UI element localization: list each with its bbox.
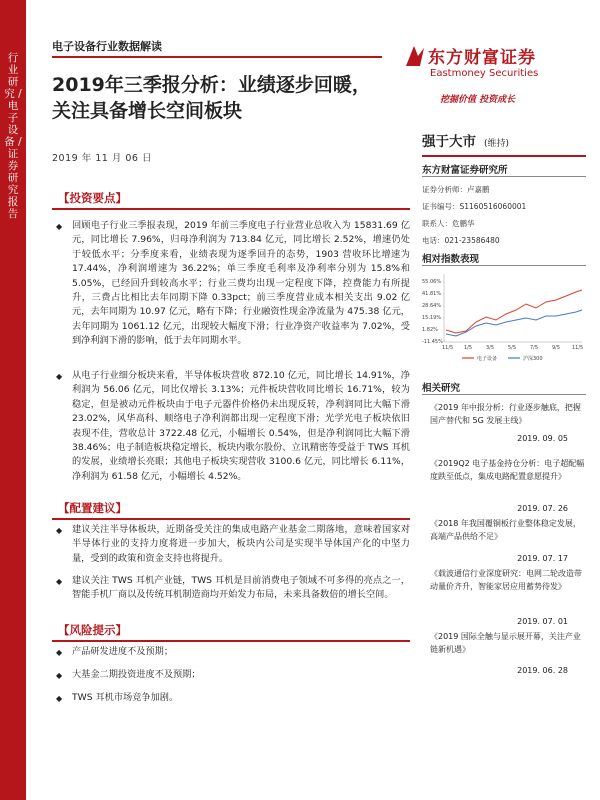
header-rule <box>52 56 382 58</box>
report-category: 电子设备行业数据解读 <box>52 40 162 53</box>
legend-sector: 电子设备 <box>477 356 498 362</box>
logo-slogan: 挖掘价值 投资成长 <box>440 95 516 105</box>
risk-point: 产品研发进度不及预期； <box>72 646 174 657</box>
related-item[interactable]: 《2018 年我国覆铜板行业整体稳定发展，高端产品供给不足》 <box>430 519 581 541</box>
section-risk-heading: 【风险提示】 <box>58 623 127 637</box>
report-date: 2019 年 11 月 06 日 <box>52 153 152 164</box>
related-item[interactable]: 《2019Q2 电子基金持仓分析：电子超配幅度跌至低点，集成电路配置意愿提升》 <box>430 459 585 481</box>
section-config-rule <box>52 518 410 520</box>
x-tick: 1/5 <box>464 345 473 351</box>
bullet-icon: ◆ <box>56 222 63 231</box>
side-strip <box>0 0 26 800</box>
config-point: 建议关注半导体板块，近期备受关注的集成电路产业基金二期落地，意味着国家对半导体行业的支持力度将进一步加大，板块内公司是实现半导体国产化的中坚力量，受到的政策和资金支持也将提升。 <box>72 524 410 564</box>
section-config-heading: 【配置建议】 <box>58 501 127 515</box>
config-point: 建议关注 TWS 耳机产业链，TWS 耳机是目前消费电子领域不可多得的亮点之一，智能手机厂商以及传统耳机制造商均开始发力布局，未来具备数倍的增长空间。 <box>72 575 410 601</box>
y-tick: 55.06% <box>422 279 442 285</box>
phone: 电话：021-23586480 <box>422 236 500 245</box>
y-tick: 15.19% <box>422 315 442 321</box>
legend-index: 沪深300 <box>523 356 543 362</box>
bullet-icon: ◆ <box>56 671 63 680</box>
related-date: 2019. 07. 17 <box>517 554 568 563</box>
cert-number: 证书编号：S1160516060001 <box>422 202 527 211</box>
related-date: 2019. 07. 26 <box>517 504 568 513</box>
invest-point: 回顾电子行业三季报表现，2019 年前三季度电子行业营业总收入为 15831.69 亿元，同比增长 7.96%，归母净利润为 713.84 亿元，同比增长 2.52%，增速仍处于较低水平；分季度来看，业绩表现为逐季回升的态势，1903 营收环比增速为 17.44%，净利润增速为 36.22%；单三季度毛利率及净利率分别为 15.8%和 5.05%，已经回升到较高水平；行业三费均出现一定程度下降，控费能力有所提升，三费占比相比去年同期下降 0.33pct；前三季度营业成本相关支出 9.02 亿元，去年同期为 10.97 亿元，略有下降；行业融资性现金净流量为 475.38 亿元，去年同期为 1061.12 亿元，出现较大幅度下滑；行业净资产收益率为 7.02%，受到净利润下滑的影响，低于去年同期水平。 <box>72 220 410 347</box>
y-tick: 28.64% <box>422 303 442 309</box>
x-tick: 3/5 <box>486 345 495 351</box>
related-rule <box>422 394 586 395</box>
rating-block <box>422 130 586 150</box>
y-tick: 41.81% <box>422 291 442 297</box>
eastmoney-logo-icon <box>404 44 426 68</box>
report-title: 2019年三季报分析：业绩逐步回暖，关注具备增长空间板块 <box>52 74 371 122</box>
rating-note: (维持) <box>484 139 510 149</box>
bullet-icon: ◆ <box>56 577 63 586</box>
side-strip-text: 行业研究 / 电子设备 / 证券研究报告 <box>4 52 22 220</box>
institute-name: 东方财富证券研究所 <box>422 165 508 176</box>
related-item[interactable]: 《载波通信行业深度研究：电网二轮改造带动量价齐升，智能家居应用蓄势待发》 <box>430 569 582 591</box>
rating-label: 强于大市 <box>422 134 476 150</box>
rating-rule <box>422 155 586 157</box>
y-tick: -11.45% <box>422 339 443 345</box>
x-tick: 5/5 <box>508 345 517 351</box>
risk-point: TWS 耳机市场竞争加剧。 <box>72 692 179 703</box>
x-tick: 9/5 <box>552 345 561 351</box>
related-date: 2019. 06. 28 <box>517 666 568 675</box>
bullet-icon: ◆ <box>56 526 63 535</box>
related-item[interactable]: 《2019 国际全触与显示展开幕，关注产业链新机遇》 <box>430 632 581 654</box>
section-risk-rule <box>52 640 410 642</box>
related-date: 2019. 09. 05 <box>517 434 568 443</box>
contact-person: 联系人：危鹏华 <box>422 219 475 228</box>
x-tick: 11/5 <box>442 345 454 351</box>
related-date: 2019. 07. 01 <box>517 617 568 626</box>
bullet-icon: ◆ <box>56 372 63 381</box>
section-invest-heading: 【投资要点】 <box>58 191 127 205</box>
index-series-line <box>446 310 582 336</box>
logo-en-text: Eastmoney Securities <box>430 68 539 79</box>
related-heading: 相关研究 <box>422 383 461 394</box>
related-item[interactable]: 《2019 年中报分析：行业逐步触底，把握国产替代和 5G 发展主线》 <box>430 403 581 425</box>
institute-rule <box>422 176 586 177</box>
relative-index-chart <box>422 270 586 368</box>
sector-series-line <box>446 290 582 333</box>
index-chart-heading: 相对指数表现 <box>422 254 480 265</box>
y-tick: 1.82% <box>422 327 438 333</box>
bullet-icon: ◆ <box>56 648 63 657</box>
x-tick: 11/5 <box>572 345 584 351</box>
x-tick: 7/5 <box>530 345 539 351</box>
logo-cn-text: 东方财富证券 <box>428 48 536 68</box>
invest-point: 从电子行业细分板块来看，半导体板块营收 872.10 亿元，同比增长 14.91%，净利润为 56.06 亿元，同比仅增长 3.13%；元件板块营收同比增长 16.71%，较为稳定，但是被动元件板块由于电子元器件价格仍未出现反转，净利润同比大幅下滑 23.02%，风华高科、顺络电子净利润都出现一定程度下滑；光学光电子板块依旧表现不佳，营收总计 3722.48 亿元，小幅增长 0.54%，但是净利润同比大幅下滑 38.46%；电子制造板块稳定增长，板块内歌尔股份、立讯精密等受益于 TWS 耳机的发展，业绩增长亮眼；其他电子板块实现营收 3100.6 亿元，同比增长 6.11%，净利润为 61.58 亿元，小幅增长 4.52%。 <box>72 370 410 482</box>
analyst: 证券分析师：卢嘉鹏 <box>422 185 490 194</box>
index-chart-rule <box>422 265 586 266</box>
risk-point: 大基金二期投资进度不及预期； <box>72 669 201 680</box>
bullet-icon: ◆ <box>56 694 63 703</box>
section-invest-rule <box>52 208 410 210</box>
